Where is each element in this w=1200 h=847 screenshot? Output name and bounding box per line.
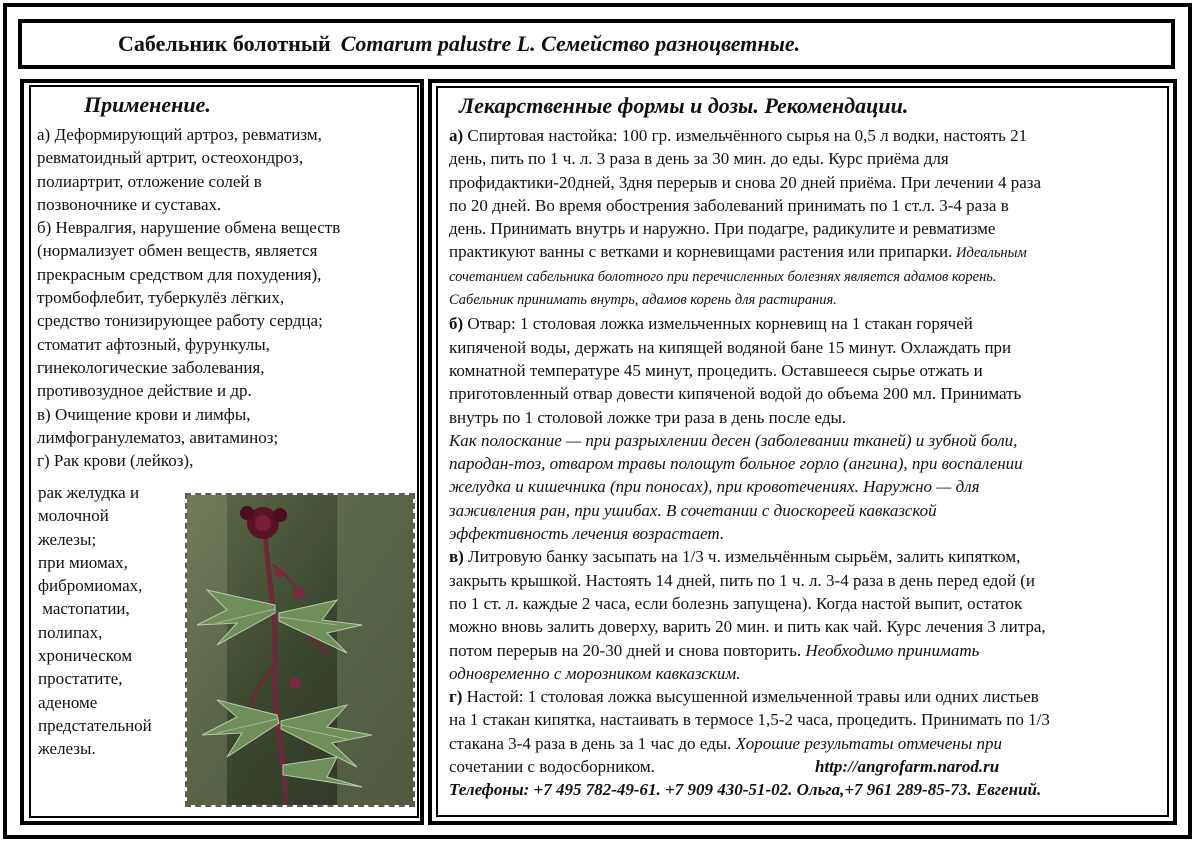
usage-list [37,123,419,472]
usage-line: рак желудка и [38,483,140,502]
usage-line: противозудное действие и др. [37,381,252,401]
section-v-line: потом перерыв на 20-30 дней и снова повторить. Необходимо принимать [449,640,980,660]
usage-line: прекрасным средством для похудения), [37,264,322,284]
section-b-italic-line: заживления ран, при ушибах. В сочетании с диоскореей кавказской [449,500,937,520]
section-b-italic-line: эффективность лечения возрастает. [449,524,725,544]
section-a-line: день. Принимать внутрь и наружно. При подагре, радикулите и ревматизме [449,219,996,239]
section-a-line-1: а) Спиртовая настойка: 100 гр. измельчённого сырья на 0,5 л водки, настоять 21 [449,126,1028,145]
section-b-italic-line: пародан-тоз, отваром травы полощут больное горло (ангина), при воспалении [449,454,1023,474]
section-a-line: по 20 дней. Во время обострения заболеваний принимать по 1 ст.л. 3-4 раза в [449,195,1009,215]
section-g-line: сочетании с водосборником. http://angrofarm.narod.ru [449,755,1164,778]
section-b-line: комнатной температуре 45 минут, процедить. Оставшееся сырье отжать и [449,360,983,380]
section-b-label: б) [449,314,464,334]
title-name: Сабельник болотный [118,31,331,56]
section-a-italic-line: Сабельник принимать внутрь, адамов корень для растирания. [449,292,837,309]
section-b-italic-line: желудка и кишечника (при поносах), при кровотечениях. Наружно — для [449,477,980,497]
section-v-line: по 1 ст. л. каждые 2 часа, если болезнь запущена). Когда настой выпит, остаток [449,593,1023,613]
dosage-heading: Лекарственные формы и дозы. Рекомендации. [459,93,909,118]
website-link[interactable]: http://angrofarm.narod.ru [815,757,1000,777]
dosage-text [449,124,1164,802]
title-latin: Comarum palustre L. Семейство разноцветные. [340,31,801,56]
usage-line: фибромиомах, [38,576,143,596]
section-v-label: в) [449,547,464,567]
usage-list-continued [38,481,183,761]
plant-icon [187,495,413,805]
plant-photo [185,493,415,807]
usage-line: полипах, [38,622,103,642]
section-b-line: приготовленный отвар довести кипяченой водой до объема 200 мл. Принимать [449,384,1022,404]
section-a-line: профидактики-20дней, Здня перерыв и снова 20 дней приёма. При лечении 4 раза [449,172,1042,192]
section-v-line: можно вновь залить доверху, варить 20 мин. и пить как чай. Курс лечения 3 литра, [449,617,1046,637]
usage-line: аденоме [38,692,98,712]
usage-line: средство тонизирующее работу сердца; [37,311,323,331]
usage-line: а) Деформирующий артроз, ревматизм, [37,125,322,144]
section-g-line: на 1 стакан кипятка, настаивать в термосе 1,5-2 часа, процедить. Принимать по 1/3 [449,710,1050,730]
section-g-line: стакана 3-4 раза в день за 1 час до еды. Хорошие результаты отмечены при [449,733,1003,753]
usage-heading: Применение. [84,92,211,117]
usage-line: тромбофлебит, туберкулёз лёгких, [37,288,285,308]
section-a-label: а) [449,126,464,145]
usage-line: гинекологические заболевания, [37,357,265,377]
usage-line: позвоночнике и суставах. [37,194,222,214]
usage-line: железы; [38,529,97,549]
usage-line: простатите, [38,669,123,689]
section-v-line-1: в) Литровую банку засыпать на 1/3 ч. измельчённым сырьём, залить кипятком, [449,547,1021,567]
section-v-line: закрыть крышкой. Настоять 14 дней, пить по 1 ч. л. 3-4 раза в день перед едой (и [449,570,1036,590]
usage-line: мастопатии, [38,599,130,619]
usage-line: полиартрит, отложение солей в [37,171,262,191]
usage-line: при миомах, [38,552,128,572]
section-b-italic-line: Как полоскание — при разрыхлении десен (заболевании тканей) и зубной боли, [449,430,1018,450]
usage-line: б) Невралгия, нарушение обмена веществ [37,218,341,238]
section-a-line: день, пить по 1 ч. л. 3 раза в день за 30 мин. до еды. Курс приёма для [449,149,949,169]
contact-phones: Телефоны: +7 495 782-49-61. +7 909 430-51-02. Ольга,+7 961 289-85-73. Евгений. [449,780,1042,800]
usage-line: железы. [38,739,96,759]
page-title [18,19,1175,69]
section-b-line-1: б) Отвар: 1 столовая ложка измельченных корневищ на 1 стакан горячей [449,314,973,334]
section-g-line-1: г) Настой: 1 столовая ложка высушенной измельченной травы или одних листьев [449,687,1039,707]
usage-line: ревматоидный артрит, остеохондроз, [37,148,304,168]
usage-line: (нормализует обмен веществ, является [37,241,318,261]
section-a-line: практикуют ванны с ветками и корневищами растения или припарки. Идеальным [449,242,1027,262]
section-v-italic-line: одновременно с морозником кавказским. [449,663,741,683]
usage-line: хроническом [38,646,133,666]
section-a-italic-line: сочетанием сабельника болотного при перечисленных болезнях является адамов корень. [449,268,997,285]
usage-line: молочной [38,506,109,526]
usage-line: стоматит афтозный, фурункулы, [37,334,270,354]
usage-line: предстательной [38,715,152,735]
usage-line: лимфогранулематоз, авитаминоз; [37,427,279,447]
section-g-label: г) [449,687,463,707]
section-b-line: внутрь по 1 столовой ложке три раза в день после еды. [449,407,847,427]
usage-line: г) Рак крови (лейкоз), [37,451,194,471]
usage-line: в) Очищение крови и лимфы, [37,404,251,424]
section-b-line: кипяченой воды, держать на кипящей водяной бане 15 минут. Охлаждать при [449,337,1012,357]
